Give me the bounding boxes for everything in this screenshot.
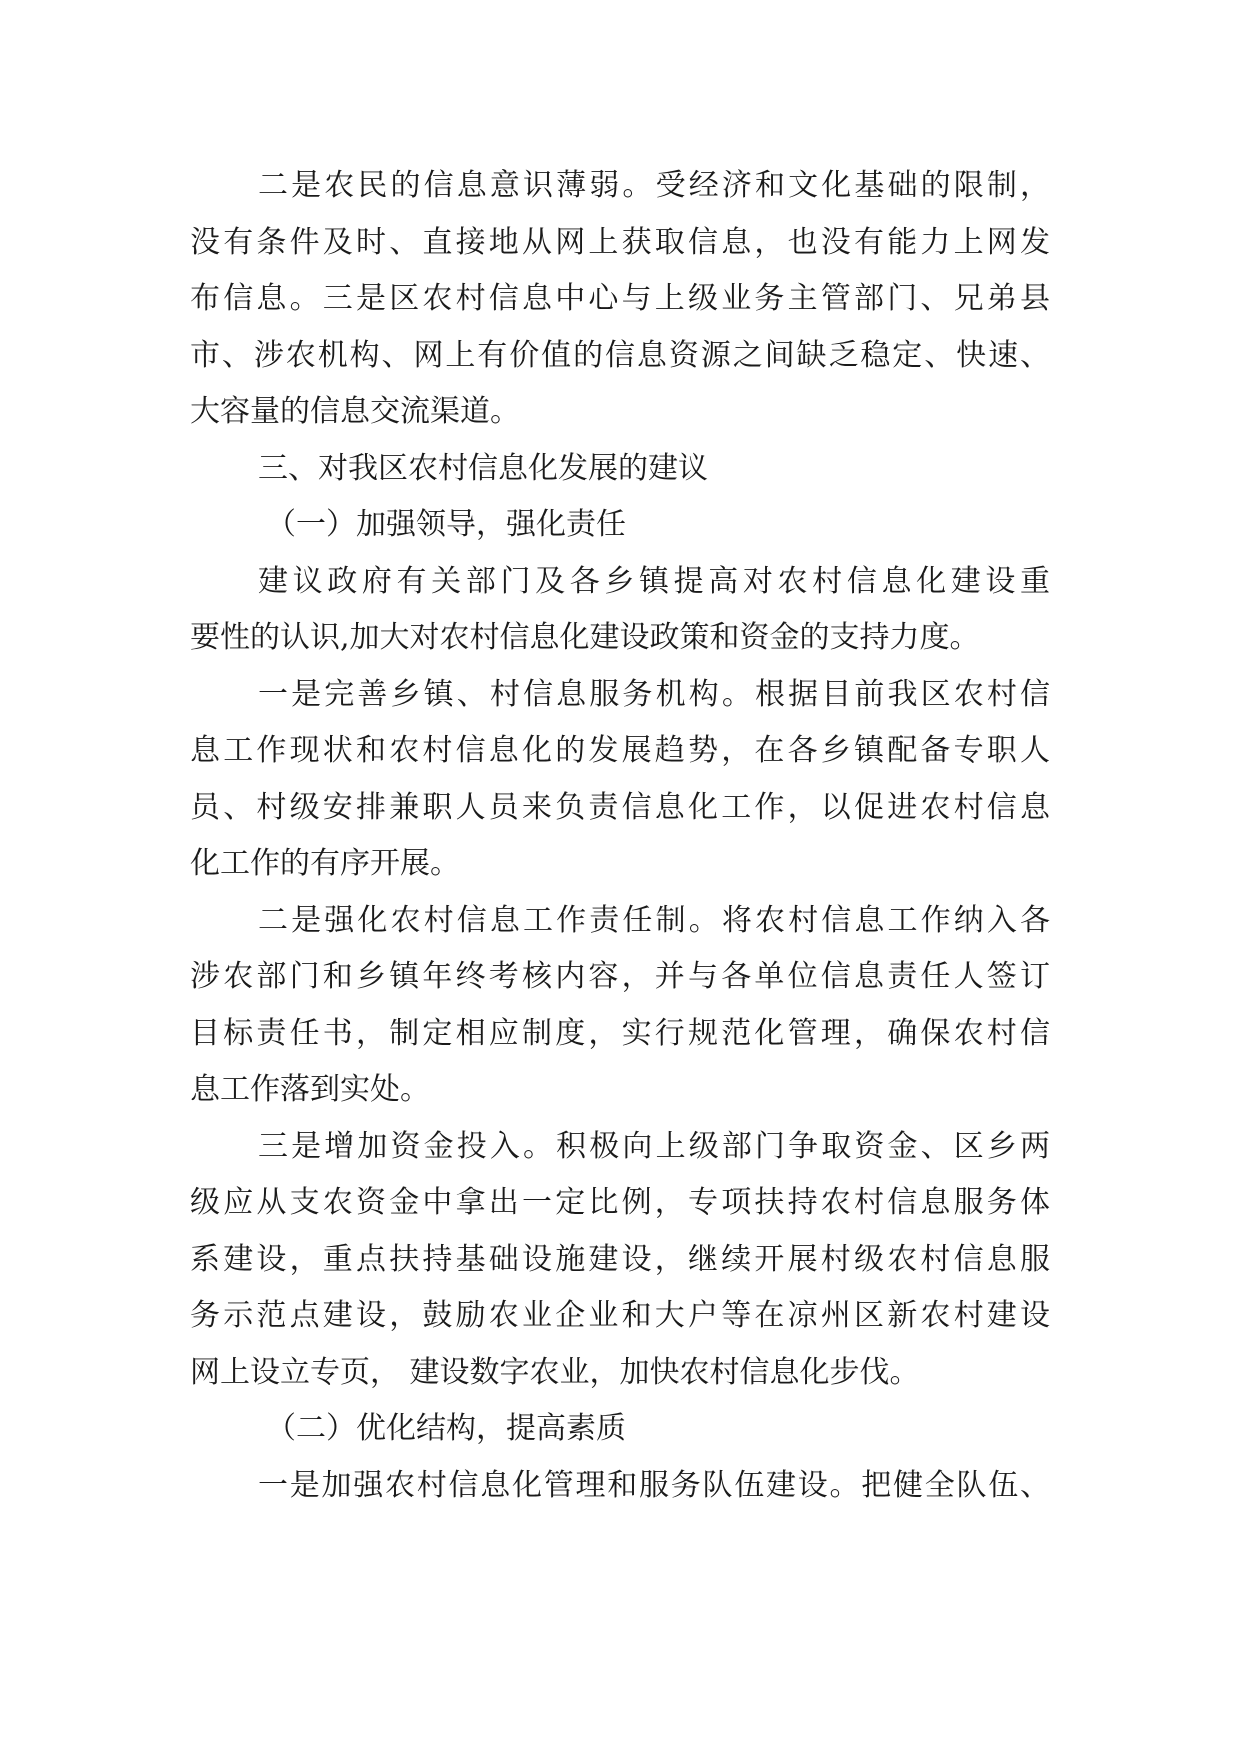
text-line: 要性的认识,加大对农村信息化建设政策和资金的支持力度。 [190,620,980,655]
text-line: 涉农部门和乡镇年终考核内容，并与各单位信息责任人签订 [190,959,1050,994]
text-line: 布信息。三是区农村信息中心与上级业务主管部门、兄弟县 [190,281,1050,316]
text-line: 一是加强农村信息化管理和服务队伍建设。把健全队伍、 [258,1467,1050,1503]
text-line: 级应从支农资金中拿出一定比例，专项扶持农村信息服务体 [190,1185,1050,1220]
text-line: 市、涉农机构、网上有价值的信息资源之间缺乏稳定、快速、 [190,337,1050,373]
document-body [190,158,1050,1514]
text-line: （一）加强领导，强化责任 [266,507,626,542]
text-line: 没有条件及时、直接地从网上获取信息，也没有能力上网发 [190,224,1050,260]
text-line: 员、村级安排兼职人员来负责信息化工作，以促进农村信息 [190,789,1050,825]
text-line: 息工作落到实处。 [190,1072,430,1107]
text-line: 大容量的信息交流渠道。 [190,394,520,429]
text-line: 系建设，重点扶持基础设施建设，继续开展村级农村信息服 [190,1241,1050,1277]
text-line: 二是强化农村信息工作责任制。将农村信息工作纳入各 [258,902,1050,938]
text-line: 建议政府有关部门及各乡镇提高对农村信息化建设重 [258,563,1050,599]
text-line: 一是完善乡镇、村信息服务机构。根据目前我区农村信 [258,676,1050,712]
text-line: 目标责任书，制定相应制度，实行规范化管理，确保农村信 [190,1015,1050,1051]
text-line: （二）优化结构，提高素质 [266,1411,626,1446]
text-line: 三、对我区农村信息化发展的建议 [258,450,708,486]
text-line: 息工作现状和农村信息化的发展趋势，在各乡镇配备专职人 [190,733,1050,768]
text-line: 务示范点建设，鼓励农业企业和大户等在凉州区新农村建设 [190,1298,1050,1333]
text-line: 网上设立专页， 建设数字农业，加快农村信息化步伐。 [190,1354,920,1390]
text-line: 二是农民的信息意识薄弱。受经济和文化基础的限制， [258,168,1050,203]
text-line: 化工作的有序开展。 [190,846,460,881]
text-line: 三是增加资金投入。积极向上级部门争取资金、区乡两 [258,1128,1050,1164]
